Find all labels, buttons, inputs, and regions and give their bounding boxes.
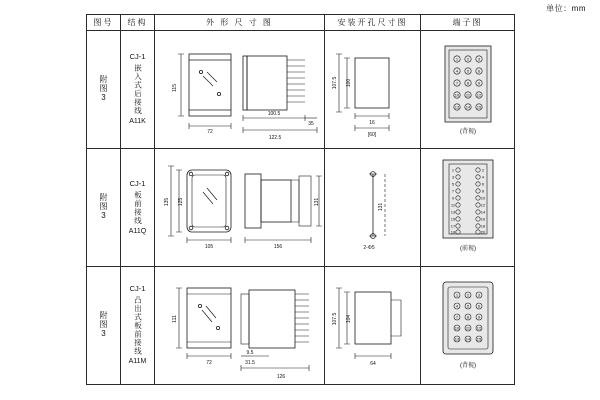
terminal-num: 13 (454, 104, 460, 109)
panel-dim-131: 131 (378, 202, 384, 211)
model-code: A11Q (128, 227, 147, 235)
header-panel: 安装开孔尺寸图 (325, 15, 421, 31)
panel-dim-107-5: 107.5 (332, 76, 338, 89)
terminal-num: 1 (455, 292, 459, 297)
panel-dim-60: [60] (367, 131, 377, 138)
dim-135: 135 (164, 197, 170, 206)
dim-156: 156 (273, 243, 283, 250)
terminal-drawing-1 (421, 32, 515, 148)
terminal-num: 14 (465, 336, 471, 341)
terminal-num: 5 (466, 68, 470, 73)
terminal-num-right: 16 (480, 216, 486, 221)
row-code-cell (87, 149, 121, 267)
terminal-num: 2 (466, 292, 470, 297)
row-struct-cell (121, 267, 155, 385)
row-terminal-cell (421, 149, 515, 267)
terminal-num: 9 (477, 80, 481, 85)
row-outline-cell (155, 31, 325, 149)
dim-131: 131 (314, 197, 320, 206)
dim-126: 126 (276, 373, 286, 380)
row-terminal-cell (421, 267, 515, 385)
terminal-caption: (背视) (460, 362, 476, 369)
spec-table (86, 14, 515, 385)
panel-drawing-3 (325, 268, 421, 384)
terminal-num-right: 14 (480, 209, 486, 214)
terminal-num: 12 (476, 92, 482, 97)
dim-111: 111 (172, 314, 178, 323)
terminal-num: 2 (466, 56, 470, 61)
terminal-num-right: 4 (481, 174, 485, 179)
terminal-drawing-3 (421, 268, 515, 384)
terminal-num: 13 (454, 336, 460, 341)
dim-115: 115 (172, 83, 178, 92)
terminal-num-right: 10 (480, 195, 486, 200)
terminal-num: 4 (455, 303, 459, 308)
terminal-num: 8 (466, 80, 470, 85)
terminal-drawing-2 (421, 150, 515, 266)
terminal-num: 15 (476, 336, 482, 341)
terminal-num: 1 (455, 56, 459, 61)
dim-72: 72 (206, 359, 212, 366)
model-desc: 凸出式板前接线 (133, 295, 143, 356)
terminal-num: 8 (466, 314, 470, 319)
terminal-num: 11 (465, 325, 471, 330)
terminal-num: 9 (477, 314, 481, 319)
dim-72: 72 (207, 128, 213, 135)
terminal-num-right: 20 (480, 229, 486, 234)
model-top: CJ-1 (129, 178, 146, 188)
row-struct-cell (121, 149, 155, 267)
row-code-cell (87, 31, 121, 149)
row-code-cell (87, 267, 121, 385)
terminal-num: 5 (466, 303, 470, 308)
row-terminal-cell (421, 31, 515, 149)
panel-dim-64: 64 (370, 360, 376, 367)
table-row (87, 267, 515, 385)
table-row (87, 31, 515, 149)
terminal-num: 4 (455, 68, 459, 73)
terminal-num-right: 18 (480, 223, 486, 228)
terminal-num: 7 (455, 314, 459, 319)
model-top: CJ-1 (129, 52, 146, 61)
terminal-num-right: 2 (481, 167, 485, 172)
header-outline: 外 形 尺 寸 图 (155, 15, 325, 31)
unit-note: 单位：mm (546, 4, 586, 13)
terminal-num-left: 11 (450, 202, 456, 207)
dim-35: 35 (308, 120, 314, 127)
row-code: 附图3 (99, 310, 108, 339)
terminal-caption: (前视) (460, 245, 476, 252)
row-panel-cell (325, 267, 421, 385)
outline-drawing-3 (155, 268, 325, 384)
dim-9-5: 9.5 (246, 349, 254, 356)
header-terminal: 端子图 (421, 15, 515, 31)
model-top: CJ-1 (129, 283, 146, 293)
dim-105: 105 (204, 243, 214, 250)
model-code: A11K (129, 118, 146, 125)
row-outline-cell (155, 267, 325, 385)
terminal-caption: (背视) (460, 128, 476, 135)
row-panel-cell (325, 149, 421, 267)
terminal-num: 7 (455, 80, 459, 85)
terminal-num-left: 1 (451, 167, 455, 172)
panel-dim-104: 104 (346, 314, 352, 323)
terminal-num: 12 (476, 325, 482, 330)
model-desc: 嵌入式后接线 (133, 64, 143, 115)
terminal-num: 6 (477, 303, 481, 308)
panel-dim-16: 16 (369, 119, 375, 126)
header-struct: 结构 (121, 15, 155, 31)
dim-122-5: 122.5 (268, 134, 282, 141)
terminal-num-right: 6 (481, 181, 485, 186)
terminal-num: 10 (454, 325, 460, 330)
terminal-num-left: 9 (451, 195, 455, 200)
terminal-num-left: 17 (450, 223, 456, 228)
row-struct-cell (121, 31, 155, 149)
panel-hole-note: 2-Φ5 (363, 244, 375, 251)
terminal-num: 3 (477, 56, 481, 61)
terminal-num-left: 15 (450, 216, 456, 221)
header-code: 图号 (87, 15, 121, 31)
terminal-num-left: 5 (451, 181, 455, 186)
outline-drawing-1 (155, 32, 325, 148)
dim-125: 125 (178, 197, 184, 206)
terminal-num-left: 7 (451, 188, 455, 193)
panel-dim-100: 100 (346, 78, 352, 87)
row-code: 附图3 (99, 74, 108, 103)
terminal-num: 6 (477, 68, 481, 73)
table-row (87, 149, 515, 267)
terminal-num: 11 (465, 92, 471, 97)
row-panel-cell (325, 31, 421, 149)
dim-31-5: 31.5 (245, 359, 255, 366)
terminal-num-right: 8 (481, 188, 485, 193)
terminal-num: 14 (465, 104, 471, 109)
terminal-num-left: 19 (450, 229, 456, 234)
terminal-num-right: 12 (480, 202, 486, 207)
panel-drawing-1 (325, 32, 421, 148)
terminal-num-left: 13 (450, 209, 456, 214)
panel-drawing-2 (325, 150, 421, 266)
model-desc: 板前接线 (133, 190, 143, 225)
table-header-row (87, 15, 515, 31)
model-code: A11M (128, 358, 147, 366)
row-code: 附图3 (99, 192, 108, 221)
terminal-num: 3 (477, 292, 481, 297)
terminal-num-left: 3 (451, 174, 455, 179)
terminal-num: 15 (476, 104, 482, 109)
outline-drawing-2 (155, 150, 325, 266)
row-outline-cell (155, 149, 325, 267)
terminal-num: 10 (454, 92, 460, 97)
dim-100-5: 100.5 (267, 110, 281, 117)
panel-dim-107-5: 107.5 (332, 312, 338, 325)
